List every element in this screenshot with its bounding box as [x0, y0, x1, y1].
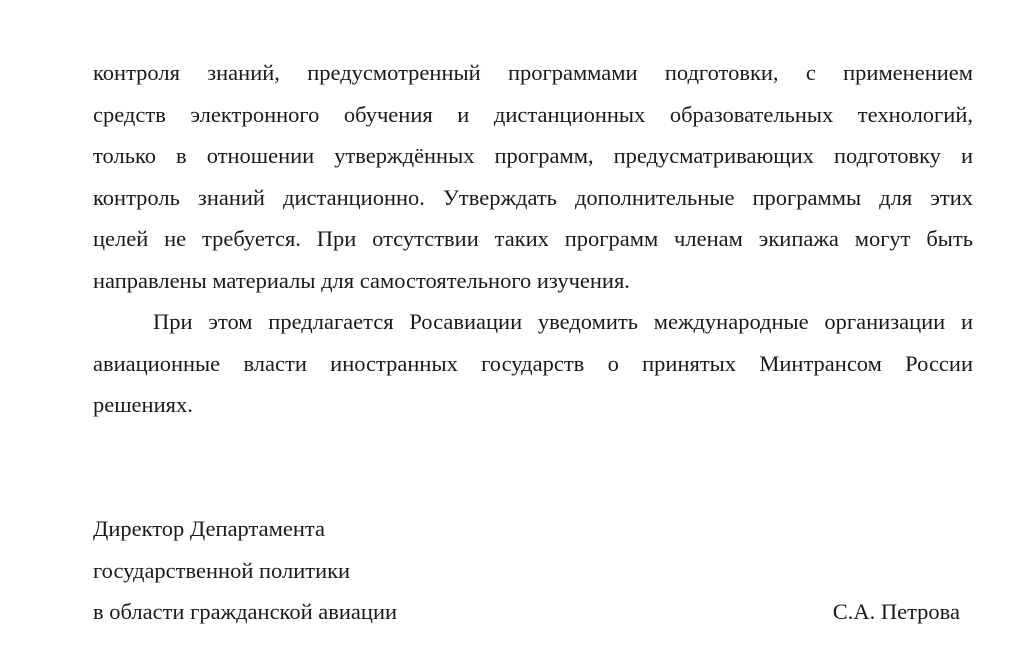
paragraph-line: направлены материалы для самостоятельного изучения.	[93, 267, 630, 293]
signatory-title-line: Директор Департамента	[93, 516, 325, 541]
paragraph-line: контроля знаний, предусмотренный программами подготовки, с применением	[93, 60, 973, 85]
paragraph-line: контроль знаний дистанционно. Утверждать дополнительные программы для этих	[93, 184, 973, 210]
paragraph-line: решениях.	[93, 392, 193, 417]
paragraph-line: средств электронного обучения и дистанционных образовательных технологий,	[93, 101, 973, 127]
signature-block	[93, 508, 973, 633]
paragraph-1	[93, 52, 973, 301]
paragraph-line: только в отношении утверждённых программ, предусматривающих подготовку и	[93, 143, 973, 168]
paragraph-2	[93, 301, 973, 426]
document-body	[93, 52, 973, 426]
signatory-name: С.А. Петрова	[832, 599, 960, 624]
signatory-title-line: государственной политики	[93, 557, 351, 583]
paragraph-line: При этом предлагается Росавиации уведомить международные организации и	[153, 309, 973, 334]
signatory-title-line: в области гражданской авиации	[93, 599, 398, 624]
paragraph-line: авиационные власти иностранных государств о принятых Минтрансом России	[93, 350, 973, 376]
paragraph-line: целей не требуется. При отсутствии таких программ членам экипажа могут быть	[93, 226, 973, 251]
